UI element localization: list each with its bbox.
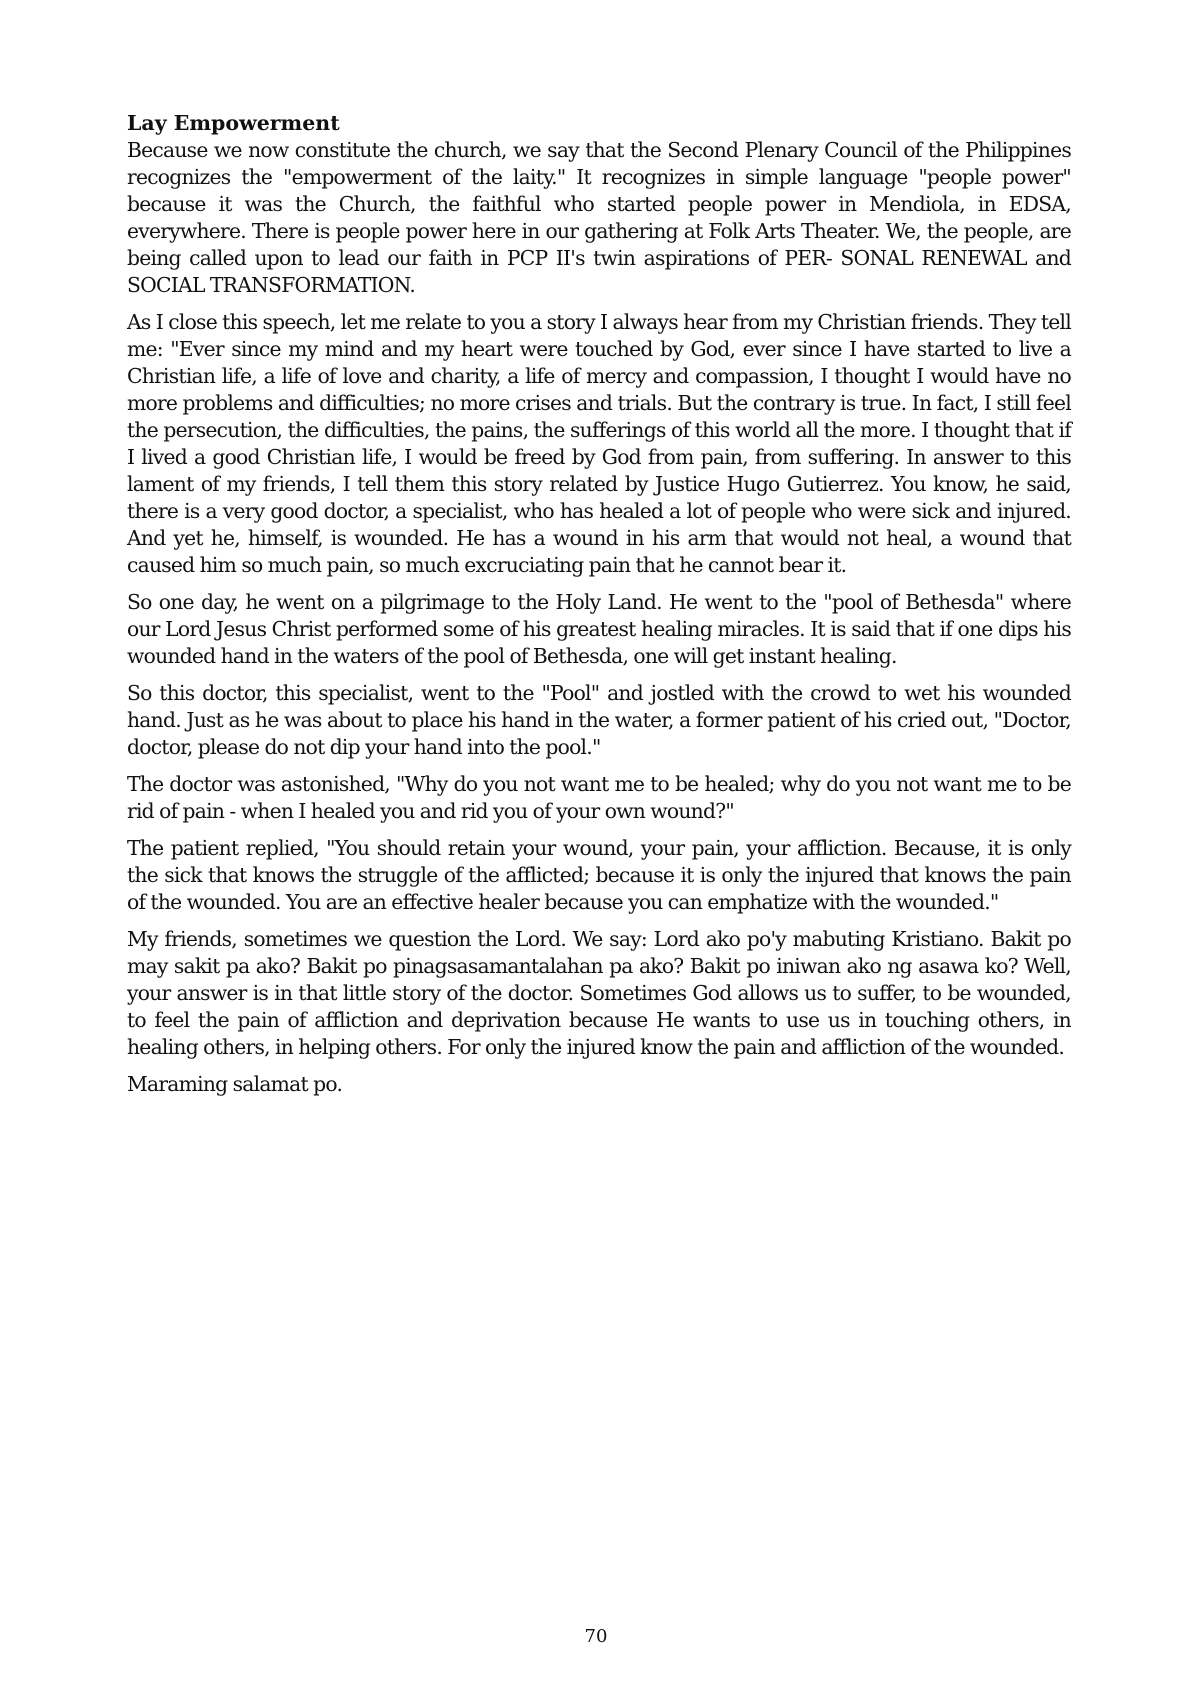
paragraph-thanks: Maraming salamat po. — [127, 1072, 343, 1096]
section-heading: Lay Empowerment — [127, 111, 340, 135]
page-number: 70 — [584, 1626, 608, 1647]
paragraph-patient-reply: The patient replied, "You should retain your wound, your pain, your affliction. Because, it is only the sick that knows the struggle of the afflicted; because it is only the injured that knows the pain of the wounded. You are an effective healer because you can emphatize with the wounded." — [127, 836, 1071, 914]
paragraph-doctor-astonished: The doctor was astonished, "Why do you not want me to be healed; why do you not want me to be rid of pain - when I healed you and rid you of your own wound?" — [127, 772, 1071, 823]
paragraph-lay-empowerment: Because we now constitute the church, we say that the Second Plenary Council of the Philippines recognizes the "empowerment of the laity." It recognizes in simple language "people power" because it was the Church, the faithful who started people power in Mendiola, in EDSA, everywhere. There is people power here in our gathering at Folk Arts Theater. We, the people, are being called upon to lead our faith in PCP II's twin aspirations of PER- SONAL RENEWAL and SOCIAL TRANSFORMATION. — [127, 138, 1071, 297]
paragraph-closing-story: As I close this speech, let me relate to you a story I always hear from my Christian friends. They tell me: "Ever since my mind and my heart were touched by God, ever since I have started to live a Christian life, a life of love and charity, a life of mercy and compassion, I thought I would have no more problems and difficulties; no more crises and trials. But the contrary is true. In fact, I still feel the persecution, the difficulties, the pains, the sufferings of this world all the more. I thought that if I lived a good Christian life, I would be freed by God from pain, from suffering. In answer to this lament of my friends, I tell them this story related by Justice Hugo Gutierrez. You know, he said, there is a very good doctor, a specialist, who has healed a lot of people who were sick and injured. And yet he, himself, is wounded. He has a wound in his arm that would not heal, a wound that caused him so much pain, so much excruciating pain that he cannot bear it. — [127, 310, 1071, 577]
paragraph-question-the-lord: My friends, sometimes we question the Lord. We say: Lord ako po'y mabuting Kristiano. Bakit po may sakit pa ako? Bakit po pinagsasamantalahan pa ako? Bakit po iniwan ako ng asawa ko? Well, your answer is in that little story of the doctor. Sometimes God allows us to suffer, to be wounded, to feel the pain of affliction and deprivation because He wants to use us in touching others, in healing others, in helping others. For only the injured know the pain and affliction of the wounded. — [127, 927, 1071, 1059]
paragraph-pool: So this doctor, this specialist, went to the "Pool" and jostled with the crowd to wet his wounded hand. Just as he was about to place his hand in the water, a former patient of his cried out, "Doctor, doctor, please do not dip your hand into the pool." — [127, 681, 1071, 759]
paragraph-pilgrimage: So one day, he went on a pilgrimage to the Holy Land. He went to the "pool of Bethesda" where our Lord Jesus Christ performed some of his greatest healing miracles. It is said that if one dips his wounded hand in the waters of the pool of Bethesda, one will get instant healing. — [127, 590, 1071, 668]
page-body — [127, 110, 1071, 1108]
